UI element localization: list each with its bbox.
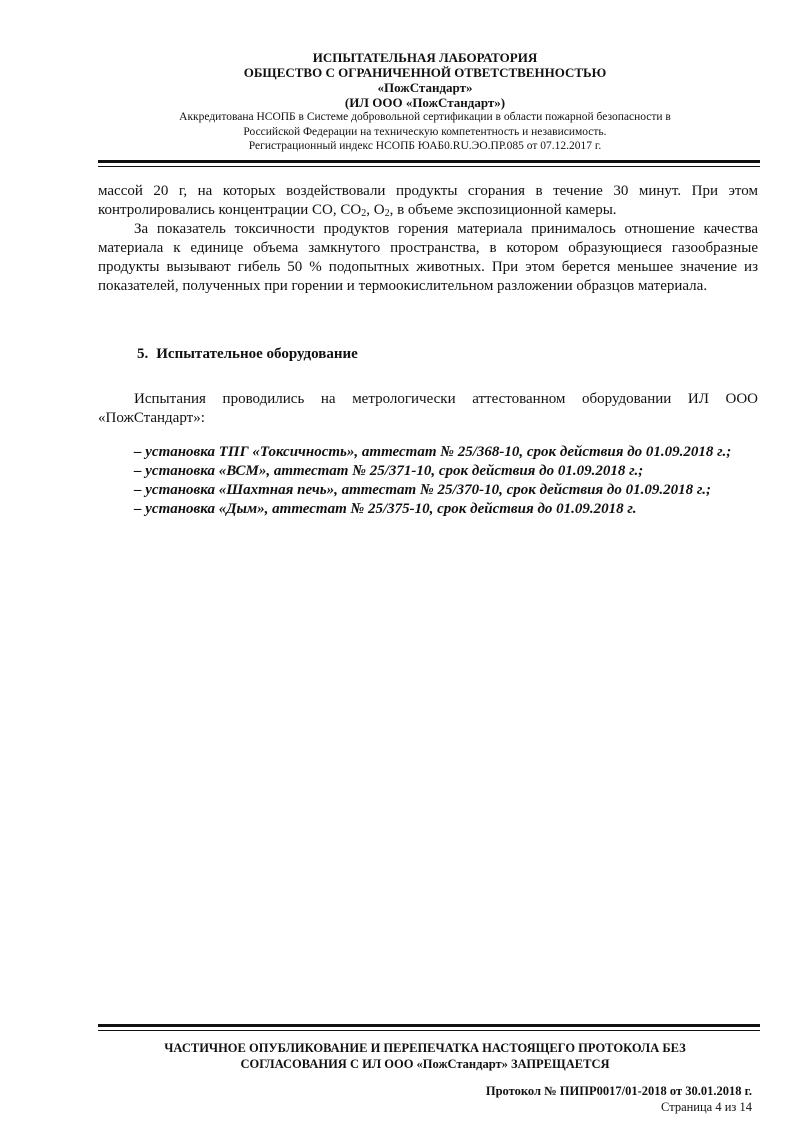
list-item: – установка ТПГ «Токсичность», аттестат № 25/368-10, срок действия до 01.09.2018 г.; (134, 444, 732, 460)
section-number: 5. (137, 346, 149, 362)
list-item: – установка «Шахтная печь», аттестат № 25/370-10, срок действия до 01.09.2018 г.; (134, 482, 711, 498)
equipment-list (98, 443, 758, 519)
header-company-type: ОБЩЕСТВО С ОГРАНИЧЕННОЙ ОТВЕТСТВЕННОСТЬЮ (243, 65, 607, 80)
paragraph-text: , в объеме экспозиционной камеры. (389, 202, 617, 218)
paragraph-toxicity: За показатель токсичности продуктов горения материала принималось отношение качества материала к единице объема замкнутого пространства, в котором образующиеся газообразные продукты вызывают гибель 50 % подопытных животных. При этом берется меньшее значение из показателей, полученных при горении и термоокислительном разложении образцов материала. (98, 221, 758, 294)
page-number: Страница 4 из 14 (661, 1100, 752, 1114)
paragraph-sample-mass (98, 182, 758, 220)
header-company-abbrev: (ИЛ ООО «ПожСтандарт») (344, 95, 506, 110)
list-item: – установка «ВСМ», аттестат № 25/371-10, срок действия до 01.09.2018 г.; (134, 463, 644, 479)
equipment-intro: Испытания проводились на метрологически аттестованном оборудовании ИЛ ООО «ПожСтандарт»: (98, 391, 758, 426)
header-registration: Регистрационный индекс НСОПБ ЮАБ0.RU.ЭО.ПР.085 от 07.12.2017 г. (248, 140, 602, 152)
document-header (90, 50, 760, 154)
footer-warning-line2: СОГЛАСОВАНИЯ С ИЛ ООО «ПожСтандарт» ЗАПРЕЩАЕТСЯ (240, 1057, 610, 1071)
subscript: 2 (361, 208, 367, 219)
footer-divider-thin (98, 1030, 760, 1031)
paragraph-text: массой 20 г, на которых воздействовали продукты сгорания в течение 30 минут. При этом контролировались концентрации CO, CO (98, 183, 758, 218)
paragraph-text: , O (366, 202, 385, 218)
header-accreditation-cont: Российской Федерации на техническую компетентность и независимость. (243, 125, 607, 138)
header-lab-title: ИСПЫТАТЕЛЬНАЯ ЛАБОРАТОРИЯ (312, 50, 538, 65)
footer-divider-thick (98, 1024, 760, 1027)
subscript: 2 (384, 208, 390, 219)
list-item: – установка «Дым», аттестат № 25/375-10, срок действия до 01.09.2018 г. (134, 501, 637, 517)
footer-warning-line1: ЧАСТИЧНОЕ ОПУБЛИКОВАНИЕ И ПЕРЕПЕЧАТКА НАСТОЯЩЕГО ПРОТОКОЛА БЕЗ (164, 1041, 686, 1055)
protocol-number: Протокол № ПИПР0017/01-2018 от 30.01.2018 г. (485, 1084, 752, 1098)
header-divider-thick (98, 160, 760, 163)
footer-warning (90, 1040, 760, 1072)
header-company-name: «ПожСтандарт» (377, 80, 473, 95)
body-text (98, 182, 758, 296)
section-heading (137, 346, 358, 363)
header-accreditation: Аккредитована НСОПБ в Системе добровольной сертификации в области пожарной безопасности в (179, 111, 671, 123)
protocol-info (486, 1083, 752, 1115)
section-title: Испытательное оборудование (156, 346, 358, 362)
header-divider-thin (98, 166, 760, 167)
